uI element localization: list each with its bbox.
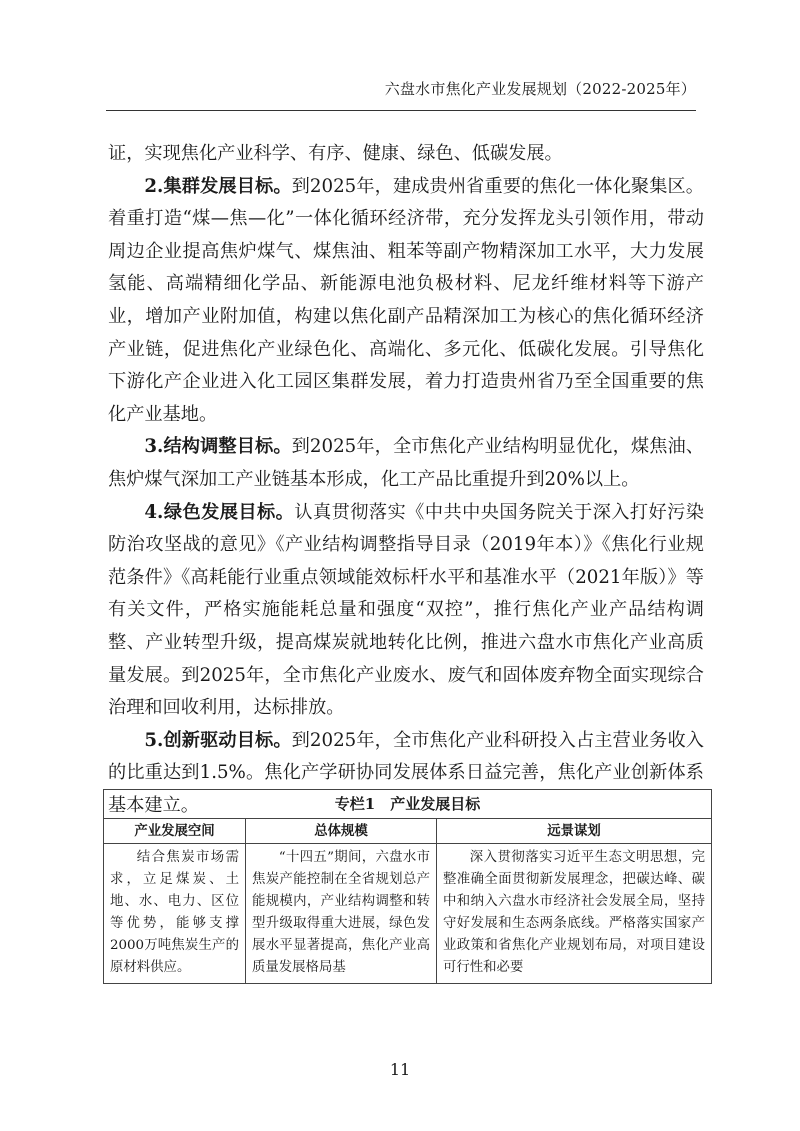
cell-space: 结合焦炭市场需求，立足煤炭、土地、水、电力、区位等优势，能够支撑2000万吨焦炭生产的原材料供应。 (104, 844, 246, 984)
paragraph-structure-goal (108, 431, 704, 496)
paragraph-green-goal (108, 497, 704, 725)
goals-box-table (103, 789, 712, 984)
cell-vision: 深入贯彻落实习近平生态文明思想，完整准确全面贯彻新发展理念，把碳达峰、碳中和纳入六盘水市经济社会发展全局，坚持守好发展和生态两条底线。严格落实国家产业政策和省焦化产业规划布局，对项目建设可行性和必要 (437, 844, 712, 984)
column-header-vision: 远景谋划 (437, 819, 712, 844)
paragraph-lead: 5.创新驱动目标。 (144, 729, 292, 751)
paragraph-text: 认真贯彻落实《中共中央国务院关于深入打好污染防治攻坚战的意见》《产业结构调整指导目录（2019年本）》《焦化行业规范条件》《高耗能行业重点领域能效标杆水平和基准水平（2021年版）》等有关文件，严格实施能耗总量和强度“双控”，推行焦化产业产品结构调整、产业转型升级，提高煤炭就地转化比例，推进六盘水市焦化产业高质量发展。到2025年，全市焦化产业废水、废气和固体废弃物全面实现综合治理和回收利用，达标排放。 (108, 501, 704, 719)
running-header: 六盘水市焦化产业发展规划（2022-2025年） (384, 80, 696, 98)
page-number: 11 (389, 1060, 411, 1079)
cell-scale: “十四五”期间，六盘水市焦炭产能控制在全省规划总产能规模内，产业结构调整和转型升级取得重大进展，绿色发展水平显著提高，焦化产业高质量发展格局基 (246, 844, 437, 984)
paragraph-text: 到2025年，建成贵州省重要的焦化一体化聚集区。着重打造“煤—焦—化”一体化循环经济带，充分发挥龙头引领作用，带动周边企业提高焦炉煤气、煤焦油、粗苯等副产物精深加工水平，大力发展氢能、高端精细化学品、新能源电池负极材料、尼龙纤维材料等下游产业，增加产业附加值，构建以焦化副产品精深加工为核心的焦化循环经济产业链，促进焦化产业绿色化、高端化、多元化、低碳化发展。引导焦化下游化产企业进入化工园区集群发展，着力打造贵州省乃至全国重要的焦化产业基地。 (108, 175, 704, 425)
body-text (108, 138, 704, 822)
paragraph-cluster-goal (108, 171, 704, 432)
paragraph-text: 到2025年，全市焦化产业科研投入占主营业务收入的比重达到1.5%。焦化产学研协同发展体系日益完善，焦化产业创新体系基本建立。 (108, 729, 704, 816)
paragraph-lead: 4.绿色发展目标。 (144, 501, 295, 523)
column-header-space: 产业发展空间 (104, 819, 246, 844)
paragraph-continuation (108, 138, 704, 171)
paragraph-lead: 2.集群发展目标。 (144, 175, 292, 197)
column-header-scale: 总体规模 (246, 819, 437, 844)
paragraph-lead: 3.结构调整目标。 (144, 436, 292, 458)
paragraph-text: 证，实现焦化产业科学、有序、健康、绿色、低碳发展。 (108, 143, 563, 164)
paragraph-text: 到2025年，全市焦化产业结构明显优化，煤焦油、焦炉煤气深加工产业链基本形成，化工产品比重提升到20%以上。 (108, 436, 704, 490)
box-title: 专栏1 产业发展目标 (104, 790, 712, 819)
header-rule (106, 110, 696, 111)
